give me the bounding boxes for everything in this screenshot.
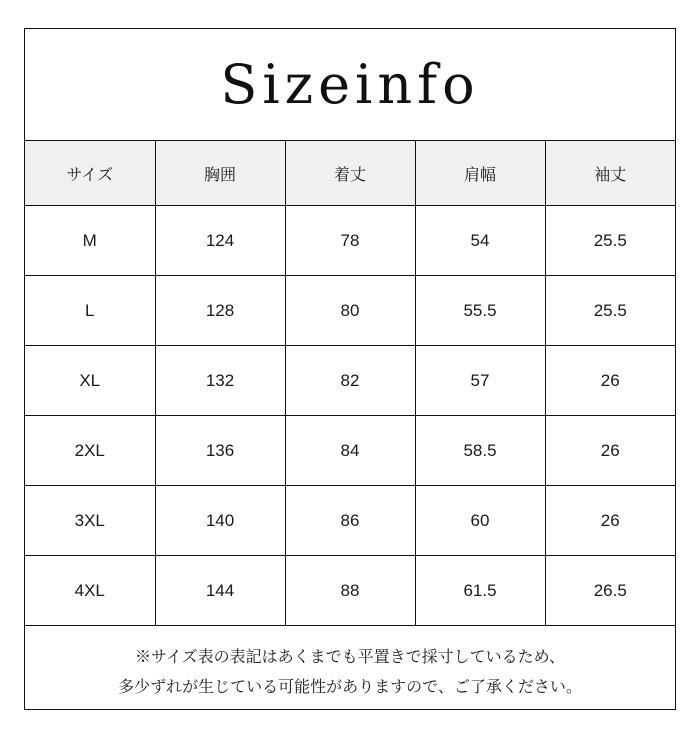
cell-chest: 124 — [155, 206, 285, 276]
cell-shoulder: 57 — [415, 346, 545, 416]
note-line-2: 多少ずれが生じている可能性がありますので、ご了承ください。 — [118, 678, 582, 696]
cell-sleeve: 26 — [545, 486, 675, 556]
table-row — [25, 416, 675, 486]
cell-length: 82 — [285, 346, 415, 416]
cell-length: 80 — [285, 276, 415, 346]
column-header-sleeve: 袖丈 — [545, 141, 675, 206]
cell-chest: 140 — [155, 486, 285, 556]
cell-size: L — [25, 276, 155, 346]
cell-shoulder: 54 — [415, 206, 545, 276]
cell-shoulder: 58.5 — [415, 416, 545, 486]
note-line-1: ※サイズ表の表記はあくまでも平置きで採寸しているため、 — [134, 648, 566, 666]
table-header — [25, 141, 675, 206]
cell-shoulder: 61.5 — [415, 556, 545, 626]
column-header-length: 着丈 — [285, 141, 415, 206]
column-header-chest: 胸囲 — [155, 141, 285, 206]
cell-length: 84 — [285, 416, 415, 486]
cell-chest: 128 — [155, 276, 285, 346]
cell-length: 78 — [285, 206, 415, 276]
cell-size: XL — [25, 346, 155, 416]
size-table — [25, 141, 675, 626]
table-row — [25, 486, 675, 556]
cell-length: 86 — [285, 486, 415, 556]
table-row — [25, 276, 675, 346]
page-title: Sizeinfo — [220, 52, 480, 116]
table-row — [25, 206, 675, 276]
title-band — [25, 29, 675, 141]
table-header-row — [25, 141, 675, 206]
cell-sleeve: 26 — [545, 346, 675, 416]
cell-chest: 136 — [155, 416, 285, 486]
cell-shoulder: 55.5 — [415, 276, 545, 346]
table-row — [25, 346, 675, 416]
column-header-size: サイズ — [25, 141, 155, 206]
cell-shoulder: 60 — [415, 486, 545, 556]
cell-size: 3XL — [25, 486, 155, 556]
measurement-note — [25, 626, 675, 719]
cell-chest: 144 — [155, 556, 285, 626]
size-info-frame — [24, 28, 676, 710]
cell-size: 2XL — [25, 416, 155, 486]
cell-size: 4XL — [25, 556, 155, 626]
cell-chest: 132 — [155, 346, 285, 416]
cell-sleeve: 25.5 — [545, 206, 675, 276]
cell-sleeve: 26 — [545, 416, 675, 486]
cell-sleeve: 25.5 — [545, 276, 675, 346]
cell-size: M — [25, 206, 155, 276]
cell-length: 88 — [285, 556, 415, 626]
table-body — [25, 206, 675, 626]
table-row — [25, 556, 675, 626]
cell-sleeve: 26.5 — [545, 556, 675, 626]
column-header-shoulder: 肩幅 — [415, 141, 545, 206]
